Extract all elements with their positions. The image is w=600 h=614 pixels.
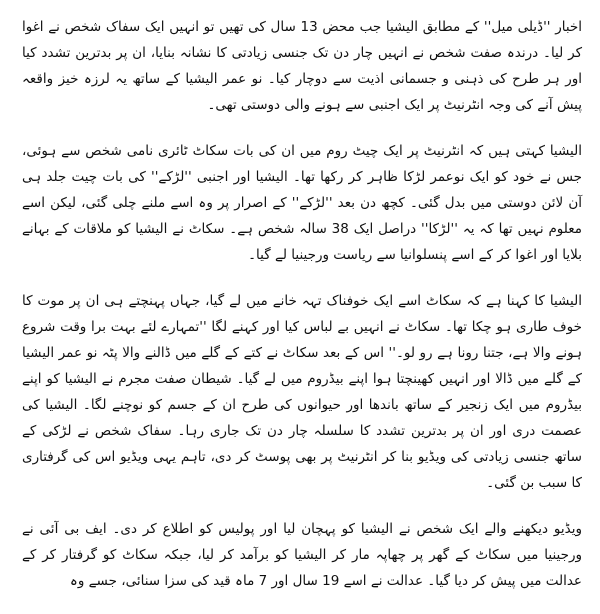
article-paragraph-2: الیشیا کہتی ہیں کہ انٹرنیٹ پر ایک چیٹ روم میں ان کی بات سکاٹ ٹائری نامی شخص سے ہوئی، جس نے خود کو ایک نوعمر لڑکا ظاہر کر رکھا تھا۔ الیشیا اور اجنبی ''لڑکے'' کی بات چیت جلد ہی آن لائن دوستی میں بدل گئی۔ کچھ دن بعد ''لڑکے'' کے اصرار پر وہ اسے ملنے چلی گئی، لیکن اسے معلوم نہیں تھا کہ یہ ''لڑکا'' دراصل ایک 38 سالہ شخص ہے۔ سکاٹ نے الیشیا کو ملاقات کے بہانے بلایا اور اغوا کر کے اسے پنسلوانیا سے ریاست ورجینیا لے گیا۔ [22,143,582,263]
article-paragraph-3: الیشیا کا کہنا ہے کہ سکاٹ اسے ایک خوفناک تہہ خانے میں لے گیا، جہاں پہنچتے ہی ان پر موت کا خوف طاری ہو چکا تھا۔ سکاٹ نے انہیں بے لباس کیا اور کہنے لگا ''تمہارے لئے بہت برا وقت شروع ہونے والا ہے، جتنا رونا ہے رو لو۔'' اس کے بعد سکاٹ نے کتے کے گلے میں ڈالنے والا پٹہ نو عمر الیشیا کے گلے میں ڈالا اور انہیں کھینچتا ہوا اپنے بیڈروم میں لے گیا۔ شیطان صفت مجرم نے الیشیا کو اپنے بیڈروم میں ایک زنجیر کے ساتھ باندھا اور حیوانوں کی طرح ان کے جسم کو نوچنے لگا۔ الیشیا کی عصمت دری اور ان پر بدترین تشدد کا سلسلہ چار دن تک جاری رہا۔ سفاک شخص نے لڑکی کے ساتھ جنسی زیادتی کی ویڈیو بنا کر انٹرنیٹ پر بھی پوسٹ کر دی، تاہم یہی ویڈیو اس کی گرفتاری کا سبب بن گئی۔ [22,293,582,491]
article-body [22,14,582,614]
article-paragraph-4: ویڈیو دیکھنے والے ایک شخص نے الیشیا کو پہچان لیا اور پولیس کو اطلاع کر دی۔ ایف بی آئی نے ورجینیا میں سکاٹ کے گھر پر چھاپہ مار کر الیشیا کو برآمد کر لیا، جبکہ سکاٹ کو گرفتار کر کے عدالت میں پیش کر دیا گیا۔ عدالت نے اسے 19 سال اور 7 ماہ قید کی سزا سنائی، جسے وہ [22,521,582,589]
article-paragraph-1: اخبار ''ڈیلی میل'' کے مطابق الیشیا جب محض 13 سال کی تھیں تو انہیں ایک سفاک شخص نے اغوا کر لیا۔ درندہ صفت شخص نے انہیں چار دن تک جنسی زیادتی کا نشانہ بنایا، ان پر بدترین تشدد کیا اور ہر طرح کی ذہنی و جسمانی اذیت سے دوچار کیا۔ نو عمر الیشیا کے ساتھ یہ لرزہ خیز واقعہ پیش آنے کی وجہ انٹرنیٹ پر ایک اجنبی سے ہونے والی دوستی تھی۔ [22,19,582,113]
